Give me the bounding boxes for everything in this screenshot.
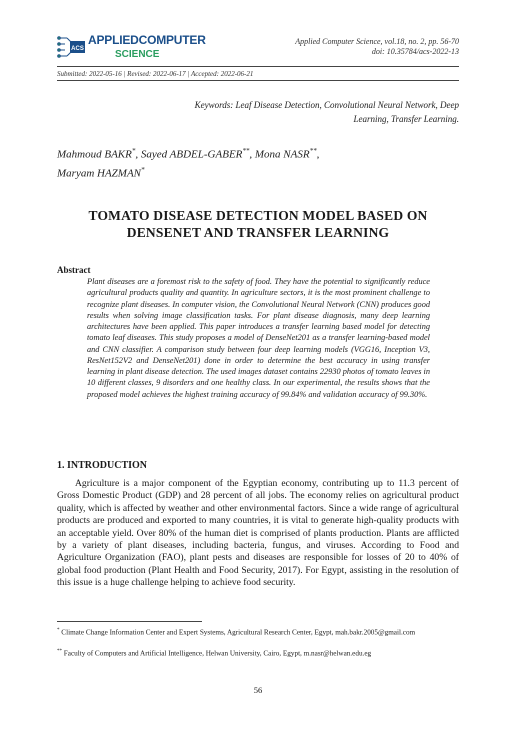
footnote-affiliation-2	[57, 647, 459, 658]
keywords: Keywords: Leaf Disease Detection, Convolutional Neural Network, Deep Learning, Transfer Learning.	[194, 100, 459, 124]
affiliation-mark: **	[309, 147, 317, 155]
abstract-heading: Abstract	[57, 265, 91, 275]
footnote-mark: *	[57, 628, 60, 633]
logo-text-applied-computer: APPLIEDCOMPUTER	[88, 33, 206, 47]
author-name: Maryam HAZMAN	[57, 167, 142, 180]
page-number: 56	[253, 685, 263, 695]
header-rule	[57, 66, 459, 67]
footnote-text: Faculty of Computers and Artificial Intelligence, Helwan University, Cairo, Egypt, m.nasr@helwan.edu.eg	[62, 649, 372, 658]
author-name: Mona NASR	[254, 148, 310, 161]
footnote-text: Climate Change Information Center and Expert Systems, Agricultural Research Center, Egypt, mah.bakr.2005@gmail.com	[59, 628, 416, 637]
affiliation-mark: *	[131, 147, 136, 155]
footnote-rule	[57, 621, 202, 622]
submission-dates: Submitted: 2022-05-16 | Revised: 2022-06-17 | Accepted: 2022-06-21	[57, 70, 254, 78]
doi: doi: 10.35784/acs-2022-13	[371, 47, 459, 56]
logo-badge-text: ACS	[71, 46, 84, 52]
acs-circuit-logo-icon	[57, 32, 87, 62]
dates-rule	[57, 80, 459, 81]
author-list	[57, 144, 457, 181]
author-name: Mahmoud BAKR	[57, 148, 132, 161]
section-heading-introduction: 1. INTRODUCTION	[57, 460, 148, 471]
author-name: Sayed ABDEL-GABER	[140, 148, 243, 161]
paper-title: TOMATO DISEASE DETECTION MODEL BASED ON DENSENET AND TRANSFER LEARNING	[88, 208, 428, 240]
footnote-mark: **	[57, 649, 62, 654]
author-separator: ,	[249, 148, 255, 161]
journal-citation: Applied Computer Science, vol.18, no. 2, pp. 56-70	[295, 37, 459, 46]
author-separator: ,	[135, 148, 141, 161]
author-separator: ,	[316, 148, 320, 161]
journal-logo	[57, 30, 206, 64]
affiliation-mark: **	[242, 147, 250, 155]
footnote-affiliation-1	[57, 626, 459, 637]
abstract-text: Plant diseases are a foremost risk to the safety of food. They have the potential to significantly reduce agricultural products quality and quantity. In agriculture sectors, it is the most prominent challenge to recognize plant diseases. In computer vision, the Convolutional Neural Network (CNN) produces good results when solving image classification tasks. For plant disease diagnosis, many deep learning architectures have been applied. This paper introduces a transfer learning based model for detecting tomato leaf diseases. This study proposes a model of DenseNet201 as a transfer learning-based model and CNN classifier. A comparison study between four deep learning models (VGG16, Inception V3, ResNet152V2 and DenseNet201) done in order to determine the best accuracy in using transfer learning in plant disease detection. The used images dataset contains 22930 photos of tomato leaves in 10 different classes, 9 disorders and one healthy class. In our experimental, the results shows that the proposed model achieves the highest training accuracy of 99.84% and validation accuracy of 99.30%.	[87, 277, 430, 399]
logo-text-science: SCIENCE	[115, 49, 160, 60]
affiliation-mark: *	[141, 165, 145, 174]
introduction-paragraph: Agriculture is a major component of the Egyptian economy, contributing up to 11.3 percent of Gross Domestic Product (GDP) and 28 percent of all jobs. The economy relies on agricultural product quality, which is affected by weather and other environmental factors. Since a wide range of agricultural products are produced and exported to many countries, it is vital to generate high-quality products with an acceptable yield. Over 80% of the human diet is comprised of plants production. Plants are afflicted by a variety of plant diseases, including bacteria, fungus, and viruses. According to Food and Agriculture Organization (FAO), plant pests and diseases are responsible for losses of 20 to 40% of global food production (Plant Health and Food Security, 2017). For Egypt, assisting in the resolution of this issue is a huge challenge helping to achieve food security.	[57, 478, 459, 589]
